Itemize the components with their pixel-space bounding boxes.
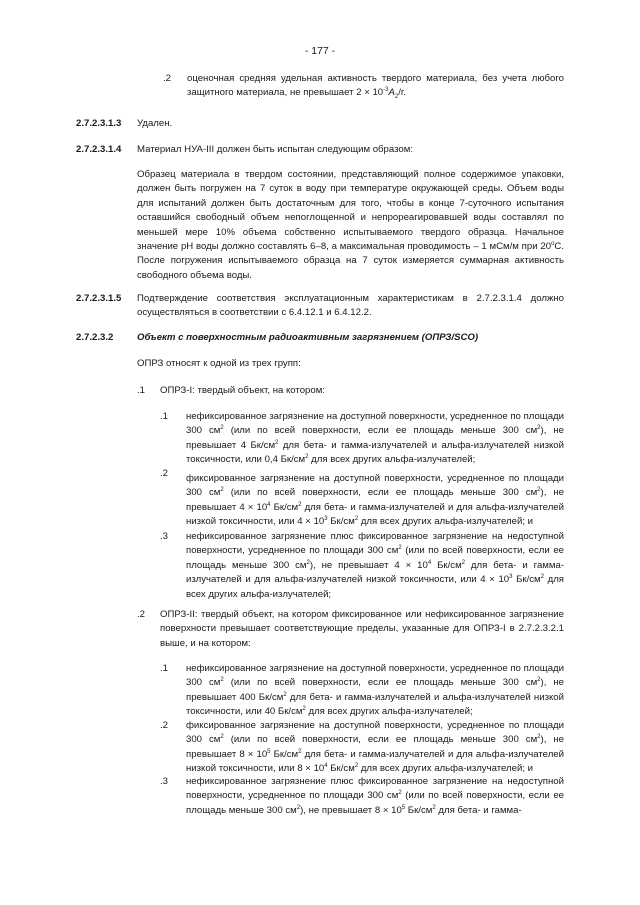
list-item: нефиксированное загрязнение плюс фиксированное загрязнение на недоступной поверхности, усредненное по площади 300 $см^2$ (или по всей поверхности, если ее площадь меньше 300 $см^2$), не превышает $4 \times 10^4$ $Бк/см^2$ для бета- и гамма-излучателей и для альфа-излучателей низкой токсичности, или $4 \times 10^3$ $Бк/см^2$ для всех других альфа-излучателей;	[186, 531, 565, 600]
section-text: Материал НУА-III должен быть испытан следующим образом:	[137, 144, 413, 155]
page-number: - 177 -	[304, 45, 336, 57]
item-number: .3	[160, 776, 169, 787]
item-number: .3	[160, 531, 169, 542]
section-number: 2.7.2.3.2	[76, 332, 114, 343]
section-heading: Объект с поверхностным радиоактивным загрязнением (ОПРЗ/SCO)	[137, 332, 479, 343]
item-number: .1	[160, 411, 169, 422]
section-text: Подтверждение соответствия эксплуатационным характеристикам в 2.7.2.3.1.4 должно осуществляться в соответствии с 6.4.12.1 и 6.4.12.2.	[137, 293, 564, 319]
item-number: .2	[163, 73, 172, 84]
paragraph: оценочная средняя удельная активность твердого материала, без учета любого защитного материала, не превышает $2 \times 10^{-3}A_2/г$.	[187, 73, 564, 101]
group-text: ОПРЗ-II: твердый объект, на котором фиксированное или нефиксированное загрязнение поверхности превышает соответствующие пределы, указанные для ОПРЗ-I в 2.7.2.3.2.1 выше, и на котором:	[160, 609, 564, 649]
item-number: .1	[160, 663, 169, 674]
item-number: .2	[160, 468, 169, 479]
section-number: 2.7.2.3.1.4	[76, 144, 122, 155]
section-text: Удален.	[137, 118, 173, 129]
item-number: .2	[137, 609, 146, 620]
item-number: .2	[160, 720, 169, 731]
list-item: фиксированное загрязнение на доступной поверхности, усредненное по площади 300 $см^2$ (или по всей поверхности, если ее площадь меньше 300 $см^2$), не превышает $8 \times 10^5$ $Бк/см^2$ для бета- и гамма-излучателей и для альфа-излучателей низкой токсичности, или $8 \times 10^4$ $Бк/см^2$ для всех других альфа-излучателей; и	[186, 720, 564, 775]
paragraph: ОПРЗ относят к одной из трех групп:	[137, 358, 301, 369]
list-item: фиксированное загрязнение на доступной поверхности, усредненное по площади 300 $см^2$ (или по всей поверхности, если ее площадь меньше 300 $см^2$), не превышает $4 \times 10^4$ $Бк/см^2$ для бета- и гамма-излучателей и для альфа-излучателей низкой токсичности, или $4 \times 10^3$ $Бк/см^2$ для всех других альфа-излучателей; и	[186, 473, 564, 528]
section-number: 2.7.2.3.1.3	[76, 118, 122, 129]
paragraph: Образец материала в твердом состоянии, представляющий полное содержимое упаковки, должен быть погружен на 7 суток в воду при температуре окружающей среды. Объем воды для испытаний должен быть достаточным для того, чтобы в конце 7-суточного испытания оставшийся свободный объем непоглощенной и непрореагировавшей воды составлял по меньшей мере 10% объема собственно испытываемого твердого образца. Начальное значение pH воды должно составлять 6–8, а максимальная проводимость – 1 мСм/м при 20$^o$C. После погружения испытываемого образца на 7 суток измеряется суммарная активность свободного объема воды.	[137, 169, 564, 281]
list-item: нефиксированное загрязнение плюс фиксированное загрязнение на недоступной поверхности, усредненное по площади 300 $см^2$ (или по всей поверхности, если ее площадь меньше 300 $см^2$), не превышает $8 \times 10^5$ $Бк/см^2$ для бета- и гамма-	[186, 776, 564, 816]
section-number: 2.7.2.3.1.5	[76, 293, 122, 304]
item-number: .1	[137, 385, 146, 396]
list-item: нефиксированное загрязнение на доступной поверхности, усредненное по площади 300 $см^2$ (или по всей поверхности, если ее площадь меньше 300 $см^2$), не превышает 400 $Бк/см^2$ для бета- и гамма-излучателей и альфа-излучателей низкой токсичности, или 40 $Бк/см^2$ для всех других альфа-излучателей;	[186, 663, 564, 718]
list-item: нефиксированное загрязнение на доступной поверхности, усредненное по площади 300 $см^2$ (или по всей поверхности, если ее площадь меньше 300 $см^2$), не превышает 4 $Бк/см^2$ для бета- и гамма-излучателей и альфа-излучателей низкой токсичности, или 0,4 $Бк/см^2$ для всех других альфа-излучателей;	[186, 411, 564, 466]
group-text: ОПРЗ-I: твердый объект, на котором:	[160, 385, 325, 396]
